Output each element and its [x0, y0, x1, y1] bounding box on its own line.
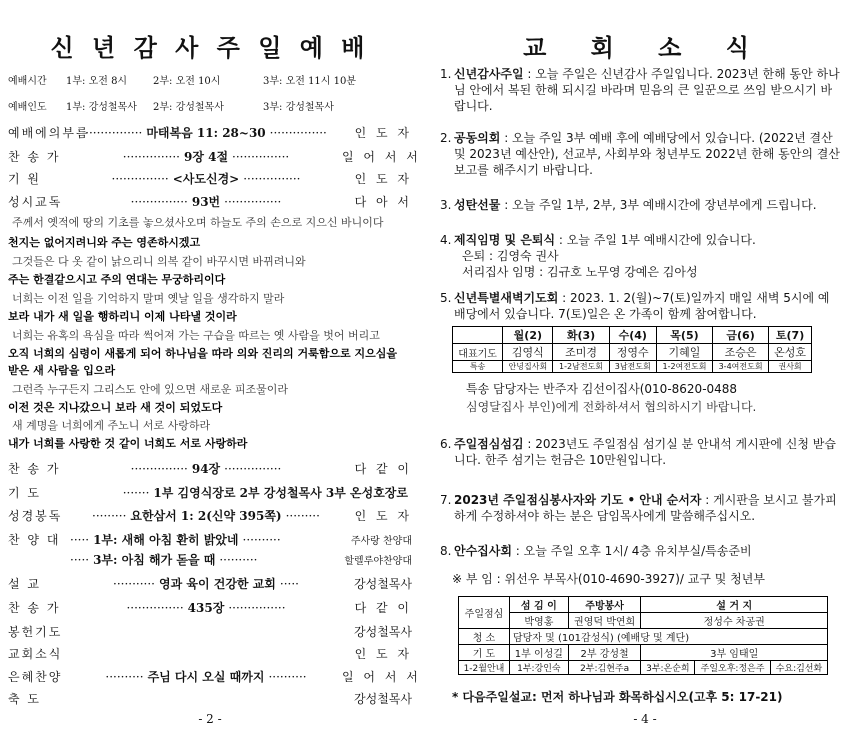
news-item-7: 7. 2023년 주일점심봉사자와 기도 • 안내 순서자 : 게시판을 보시고 불가피하게 수정하셔야 하는 분은 담임목사에게 말씀해주십시오. [440, 493, 837, 523]
news-title: 교 회 소 식 [523, 33, 767, 62]
order-scripture: 성경봉독 ········· 요한삼서 1: 2(신약 395쪽) ········· 인 도 자 [8, 509, 412, 523]
order-choir-3: ····· 3부: 아침 해가 돋을 때 ·········· 할렐루야찬양대 [70, 553, 412, 567]
news-item-3: 3. 성탄선물 : 오늘 주일 1부, 2부, 3부 예배시간에 장년부에게 드립니다. [440, 198, 817, 212]
table-row: 1-2월안내 1부:강인숙 2부:김현주a 3부:온순희 주일오후:정은주 수요:김선화 [459, 661, 828, 675]
order-hymn-2: 찬 송 가 ··············· 94장 ··············· 다 같 이 [8, 462, 412, 476]
table-row: 박영홍 권영덕 박연희 정성수 차공권 [459, 613, 828, 629]
psalm-line: 오직 너희의 심령이 새롭게 되어 하나님을 따라 의와 진리의 거룩함으로 지으심을 [8, 347, 397, 360]
news-item-6: 6. 주일점심섬김 : 2023년도 주일점심 섬기실 분 안내석 게시판에 신청 받습니다. 한주 섬기는 헌금은 10만원입니다. [440, 437, 836, 467]
order-responsive-reading: 성시교독 ··············· 93번 ··············· 다 아 서 [8, 195, 412, 209]
left-page: 신 년 감 사 주 일 예 배 예배시간 1부: 오전 8시 2부: 오전 10시 3부: 오전 11시 10분 예배인도 1부: 강성철목사 2부: 강성철목사 3부: 강성철목사 예배에의부름 ··············· 마태복음 11: 28~30 ··············· 인 도 자 찬 송 가 ··············· 9장 4절 ··············· 일 어 서 서 기 원 ··············· <사도신경> ··············· 인 도 자 성시교독 ··············· 93번 ··············· 다 아 서 주께서 옛적에 땅의 기초를 놓으셨사오며 하늘도 주의 손으로 지으신 바니이다 천지는 없어지려니와 주는 영존하시겠고 그것들은 다 옷 같이 낡으리니 의복 같이 바꾸시면 바뀌려니와 주는 한결같으시고 주의 연대는 무궁하리이다 너희는 이전 일을 기억하지 말며 옛날 일을 생각하지 말라 보라 내가 새 일을 행하리니 이제 나타낼 것이라 너희는 유혹의 욕심을 따라 썩어져 가는 구습을 따르는 옛 사람을 벗어 버리고 오직 너희의 심령이 새롭게 되어 하나님을 따라 의와 진리의 거룩함으로 지으심을 받은 새 사람을 입으라 그런즉 누구든지 그리스도 안에 있으면 새로운 피조물이라 이전 것은 지나갔으니 보라 새 것이 되었도다 새 계명을 너희에게 주노니 서로 사랑하라 내가 너희를 사랑한 것 같이 너희도 서로 사랑하라 찬 송 가 ··············· 94장 ··············· 다 같 이 기 도 ······· 1부 김영식장로 2부 강성철목사 3부 온성호장로 성경봉독 ········· 요한삼서 1: 2(신약 395쪽) ········· 인 도 자 찬 양 대 ····· 1부: 새해 아침 환히 밝았네 ·········· 주사랑 찬양대 ····· 3부: 아침 해가 돋을 때 ·········· 할렐루야찬양대 설 교 ··········· 영과 육이 건강한 교회 ····· 강성철목사 찬 송 가 ··············· 435장 ··············· 다 같 이 봉헌기도 강성철목사 교회소식 인 도 자 은혜찬양 ·········· 주님 다시 오실 때까지 ·········· 일 어 서 서 축 도 강성철목사 - 2 - [0, 0, 420, 734]
psalm-line: 그런즉 누구든지 그리스도 안에 있으면 새로운 피조물이라 [12, 383, 289, 396]
psalm-line: 주께서 옛적에 땅의 기초를 놓으셨사오며 하늘도 주의 손으로 지으신 바니이다 [12, 216, 384, 229]
page-number: - 2 - [198, 712, 222, 726]
service-title: 신 년 감 사 주 일 예 배 [50, 33, 370, 62]
prayer-schedule-table: 월(2) 화(3) 수(4) 목(5) 금(6) 토(7) 대표기도 김영식 조미경 정영수 기혜일 조승은 온성호 특송 안녕집사회 1-2남전도회 3남전도회 1-2여전도회 3-4여전도회 권사회 [452, 326, 812, 373]
psalm-line: 너희는 이전 일을 기억하지 말며 옛날 일을 생각하지 말라 [12, 292, 285, 305]
news-item-2: 2. 공동의회 : 오늘 주일 3부 예배 후에 예배당에서 있습니다. (2022년 결산 및 2023년 예산안), 선교부, 사회부와 청년부도 2022년 한해 동안의 결산보고를 해주시기 바랍니다. [440, 131, 840, 177]
appointment-note: ※ 부 임 : 위선우 부목사(010-4690-3927)/ 교구 및 청년부 [452, 572, 765, 586]
psalm-line: 천지는 없어지려니와 주는 영존하시겠고 [8, 236, 201, 249]
right-page [430, 0, 860, 734]
order-praise: 은혜찬양 ·········· 주님 다시 오실 때까지 ·········· 일 어 서 서 [8, 670, 421, 684]
news-item-4: 4. 제직임명 및 은퇴식 : 오늘 주일 1부 예배시간에 있습니다. 은퇴 : 김영숙 권사 서리집사 임명 : 김규호 노무영 강예은 김아성 [440, 233, 756, 279]
order-hymn-3: 찬 송 가 ··············· 435장 ··············· 다 같 이 [8, 601, 412, 615]
schedule-note: 심영달집사 부인)에게 전화하셔서 협의하시기 바랍니다. [466, 400, 757, 414]
psalm-line: 주는 한결같으시고 주의 연대는 무궁하리이다 [8, 273, 226, 286]
page-number: - 4 - [633, 712, 657, 726]
table-row: 기 도 1부 이성길 2부 강성철 3부 임태일 [459, 645, 828, 661]
next-sermon: * 다음주일설교: 먼저 하나님과 화목하십시오(고후 5: 17-21) [452, 690, 783, 704]
schedule-note: 특송 담당자는 반주자 김선이집사(010-8620-0488 [466, 382, 738, 396]
order-choir-1: 찬 양 대 ····· 1부: 새해 아침 환히 밝았네 ·········· 주사랑 찬양대 [8, 533, 412, 547]
table-row: 대표기도 김영식 조미경 정영수 기혜일 조승은 온성호 [453, 344, 812, 361]
news-item-8: 8. 안수집사회 : 오늘 주일 오후 1시/ 4층 유치부실/특송준비 [440, 544, 752, 558]
order-announcements: 교회소식 인 도 자 [8, 647, 412, 661]
news-item-5: 5. 신년특별새벽기도회 : 2023. 1. 2(월)~7(토)일까지 매일 새벽 5시에 예배당에서 있습니다. 7(토)일은 온 가족이 함께 참여합니다. [440, 291, 830, 321]
order-prayer: 기 도 ······· 1부 김영식장로 2부 강성철목사 3부 온성호장로 [8, 486, 408, 500]
table-row: 청 소 담당자 및 (101감성식) (예배당 및 계단) [459, 629, 828, 645]
news-item-1: 1. 신년감사주일 : 오늘 주일은 신년감사 주일입니다. 2023년 한해 동안 하나님 안에서 복된 한해 되시길 바라며 믿음의 큰 일꾼으로 쓰임 받으시기 바랍니다. [440, 67, 840, 113]
order-offering-prayer: 봉헌기도 강성철목사 [8, 625, 412, 639]
order-hymn-1: 찬 송 가 ··············· 9장 4절 ··············· 일 어 서 서 [8, 150, 421, 164]
order-call-to-worship: 예배에의부름 ··············· 마태복음 11: 28~30 ··············· 인 도 자 [8, 126, 412, 140]
psalm-line: 이전 것은 지나갔으니 보라 새 것이 되었도다 [8, 401, 223, 414]
order-benediction: 축 도 강성철목사 [8, 692, 412, 706]
table-row: 특송 안녕집사회 1-2남전도회 3남전도회 1-2여전도회 3-4여전도회 권사회 [453, 361, 812, 373]
psalm-line: 새 계명을 너희에게 주노니 서로 사랑하라 [12, 419, 211, 432]
psalm-line: 받은 새 사람을 입으라 [8, 364, 116, 377]
psalm-line: 보라 내가 새 일을 행하리니 이제 나타낼 것이라 [8, 310, 237, 323]
order-sermon: 설 교 ··········· 영과 육이 건강한 교회 ····· 강성철목사 [8, 577, 412, 591]
psalm-line: 너희는 유혹의 욕심을 따라 썩어져 가는 구습을 따르는 옛 사람을 벗어 버리고 [12, 329, 380, 342]
order-invocation: 기 원 ··············· <사도신경> ··············· 인 도 자 [8, 172, 412, 186]
psalm-line: 그것들은 다 옷 같이 낡으리니 의복 같이 바꾸시면 바뀌려니와 [12, 255, 306, 268]
psalm-line: 내가 너희를 사랑한 것 같이 너희도 서로 사랑하라 [8, 437, 248, 450]
duty-table: 주일점심 섬 김 이 주방봉사 설 거 지 박영홍 권영덕 박연희 정성수 차공권 청 소 담당자 및 (101감성식) (예배당 및 계단) 기 도 1부 이성길 2부 강성철 3부 임태일 1-2월안내 1부:강인숙 2부:김현주a 3부:온순희 주일오후:정은주 수요:김선화 [458, 596, 828, 675]
